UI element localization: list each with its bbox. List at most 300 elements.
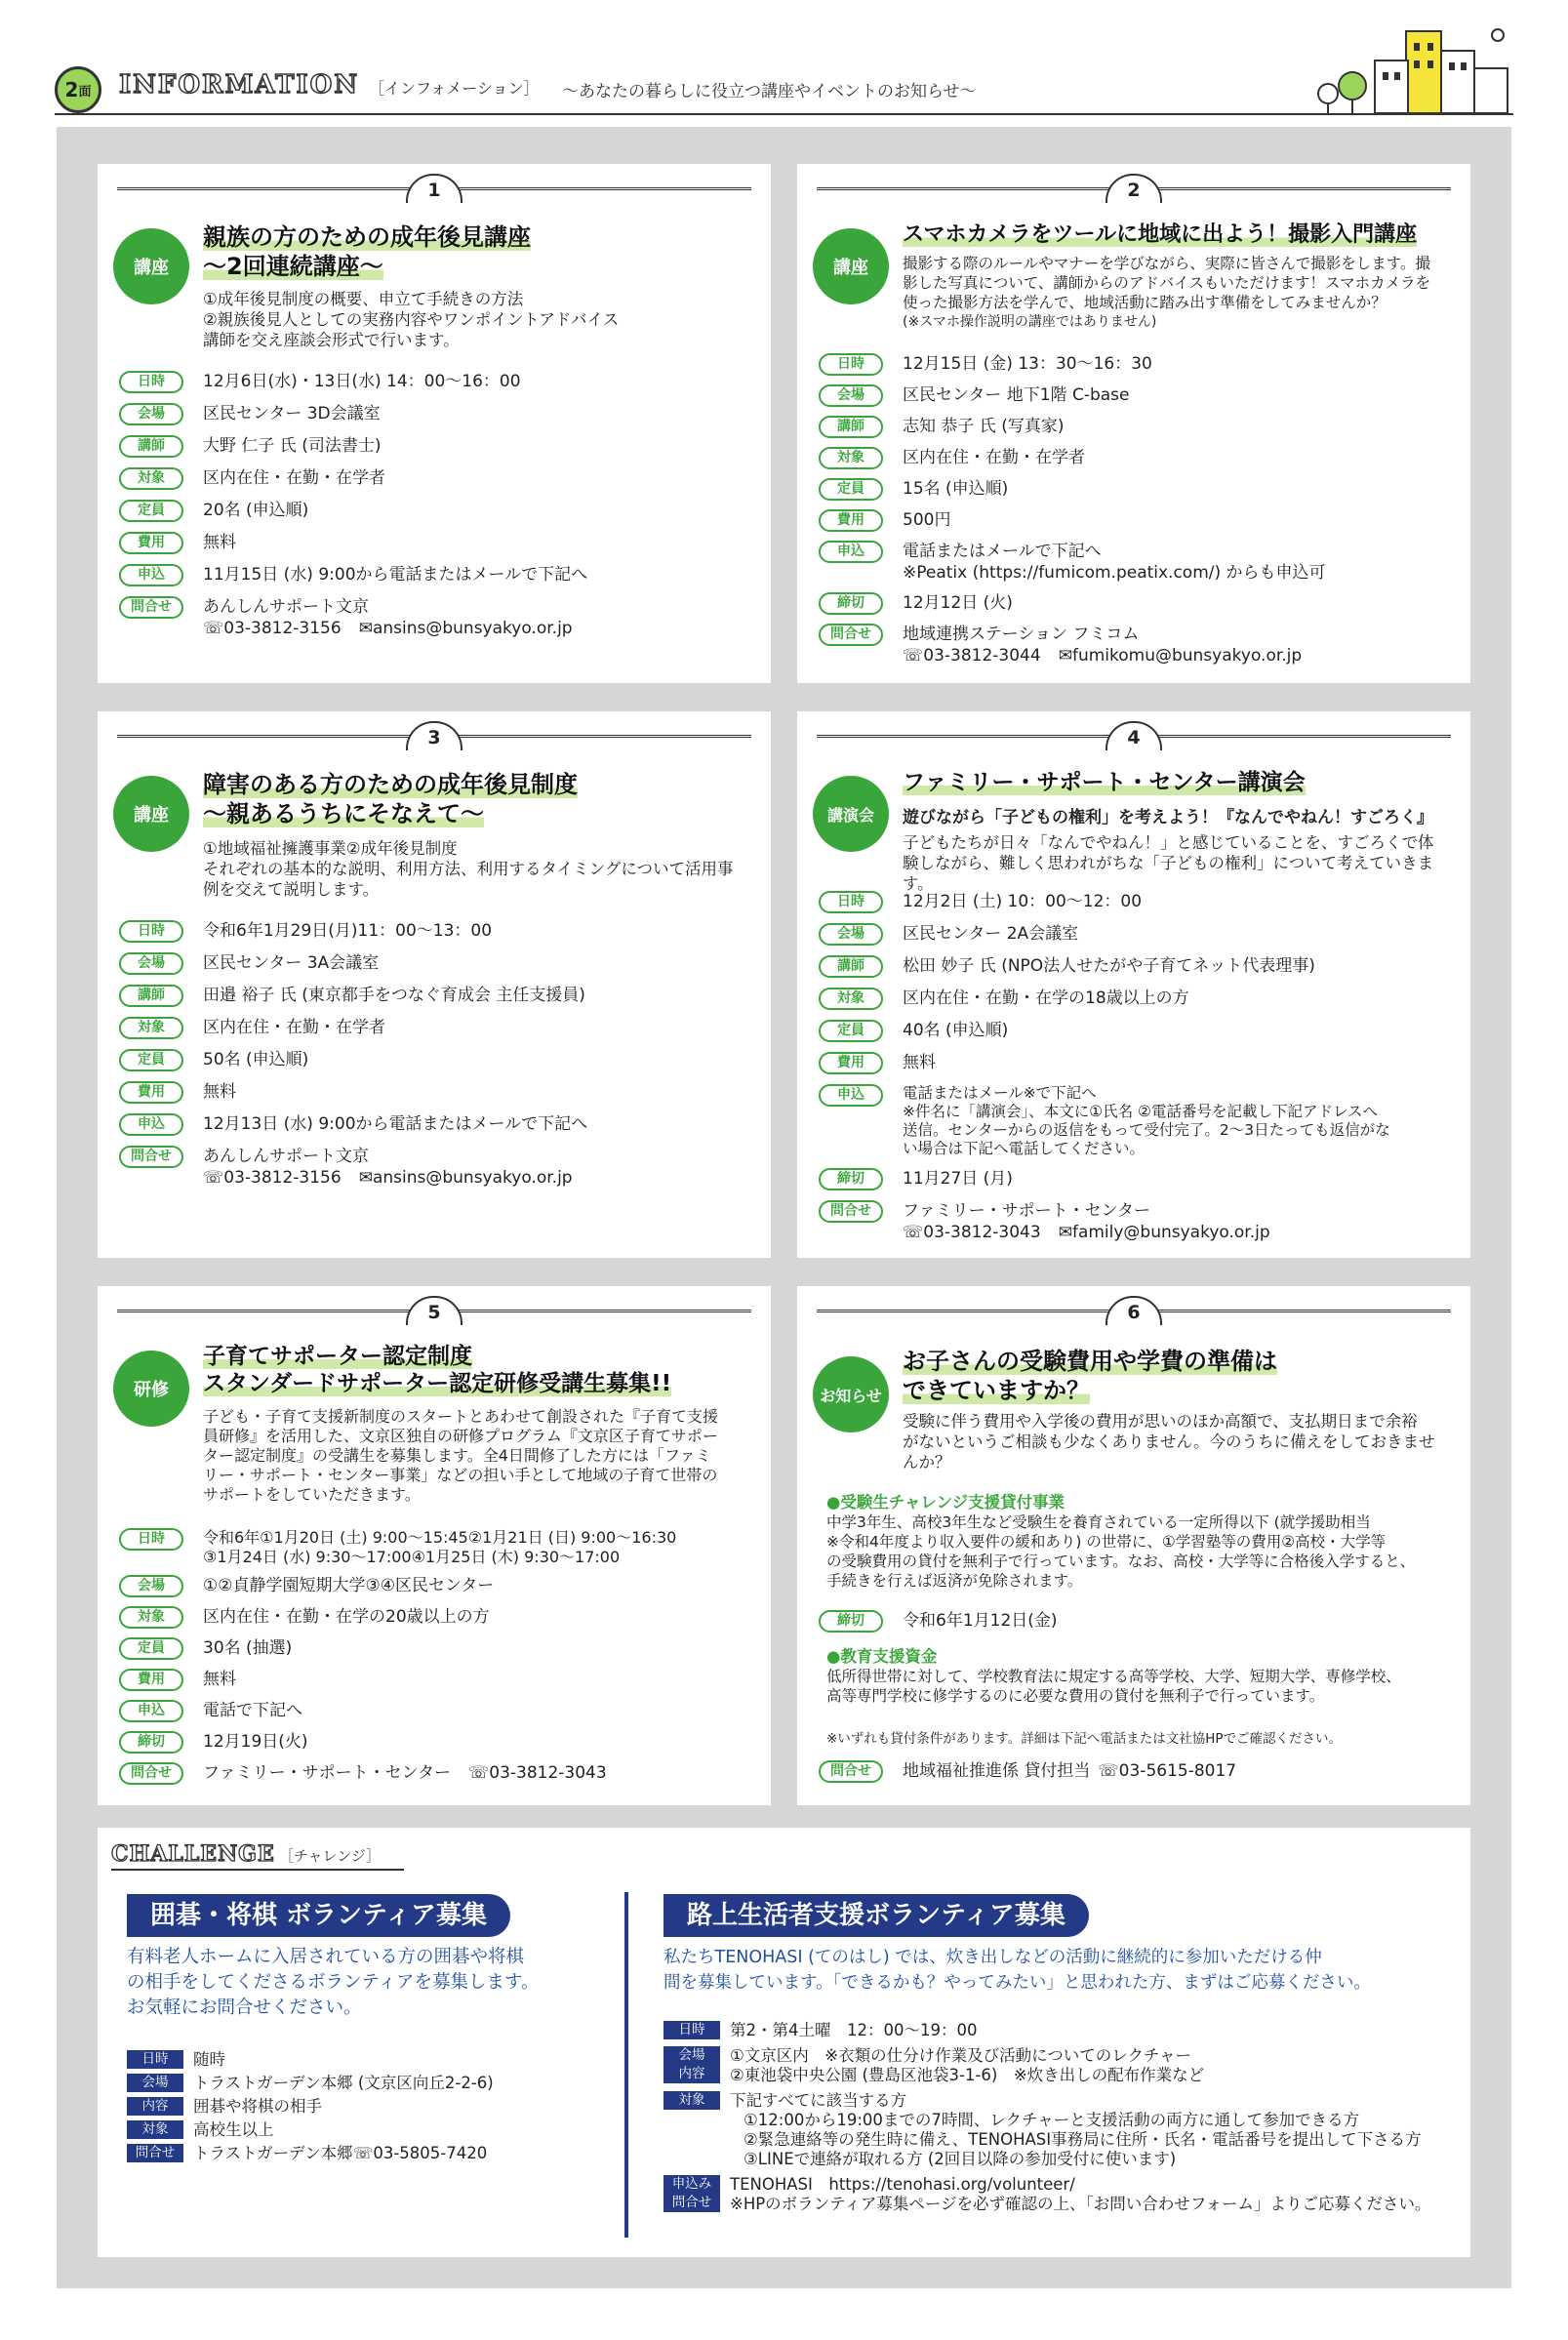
row-label: 申込: [819, 541, 883, 563]
mail-icon: ✉: [358, 1168, 373, 1188]
card-title: [203, 1343, 757, 1397]
row-line: い場合は下記へ電話してください。: [903, 1140, 1146, 1157]
loan-section-1: [826, 1493, 1457, 1591]
card-2: [797, 164, 1470, 683]
desc-line: リー・サポート・センター事業」などの担い手として地域の子育て世帯の: [203, 1466, 718, 1484]
card-number: 2: [1106, 174, 1162, 203]
contact-tel[interactable]: 03-3812-3044: [923, 646, 1041, 666]
row-value: 12月19日(火): [203, 1732, 308, 1752]
row-value: 志知 恭子 氏 (写真家): [903, 417, 1065, 436]
detail-row: [819, 1200, 1459, 1243]
card-subtitle: 遊びながら「子どもの権利」を考えよう！『なんでやねん！すごろく』: [903, 808, 1433, 827]
detail-row: [819, 384, 1459, 407]
row-label: 会場: [119, 952, 183, 975]
detail-row: [819, 478, 1459, 501]
desc-line: ①成年後見制度の概要、申立て手続きの方法: [203, 290, 524, 308]
row-value: 随時: [193, 2050, 225, 2069]
contact-email[interactable]: family@bunsyakyo.or.jp: [1071, 1223, 1270, 1242]
row-label: 対象: [119, 1606, 183, 1629]
row-label: 費用: [119, 532, 183, 554]
contact-tel[interactable]: 03-3812-3156: [223, 1168, 342, 1188]
desc-line: (※スマホ操作説明の講座ではありません): [903, 314, 1157, 330]
row-label: 講師: [819, 416, 883, 438]
detail-row: [119, 985, 759, 1007]
section-line: 中学3年生、高校3年生など受験生を養育されている一定所得以下 (就学援助相当: [826, 1513, 1371, 1531]
phone-icon: ☏: [467, 1763, 490, 1783]
phone-icon: ☏: [903, 1223, 924, 1242]
row-label: 日時: [119, 371, 183, 393]
desc-line: 受験に伴う費用や入学後の費用が思いのほか高額で、支払期日まで余裕: [903, 1412, 1418, 1431]
igo-shogi-intro: [127, 1945, 540, 2021]
detail-row: [119, 371, 759, 393]
row-label: 費用: [819, 509, 883, 532]
row-label: 問合せ: [819, 624, 883, 646]
row-line: 電話またはメール※で下記へ: [903, 1084, 1097, 1102]
row-label: 日時: [819, 891, 883, 913]
challenge-title: CHALLENGE: [111, 1841, 275, 1867]
card-number-tab: [817, 1296, 1451, 1325]
detail-row: [119, 1637, 759, 1660]
card-description: [203, 838, 757, 900]
desc-line: 撮影する際のルールやマナーを学びながら、実際に皆さんで撮影をします。撮: [903, 255, 1430, 272]
row-value: [203, 596, 759, 639]
detail-row: [127, 2050, 605, 2070]
row-line: 令和6年①1月20日 (土) 9:00～15:45②1月21日 (日) 9:00～16:30: [203, 1528, 677, 1547]
category-badge: 研修: [113, 1351, 189, 1427]
contact-tel[interactable]: 03-3812-3043: [923, 1223, 1041, 1242]
card-6: [797, 1286, 1470, 1805]
row-value: 12月2日 (土) 10：00～12：00: [903, 892, 1143, 911]
information-title: INFORMATION: [119, 70, 360, 100]
card-number-tab: [117, 174, 751, 203]
homeless-support-details: [663, 2021, 1459, 2218]
row-label: 講師: [119, 985, 183, 1007]
row-value: 30名 (抽選): [203, 1638, 293, 1658]
intro-line: の相手をしてくださるボランティアを募集します。: [127, 1972, 540, 1993]
detail-rows: [119, 371, 759, 649]
row-value: 区内在住・在勤・在学の18歳以上の方: [903, 988, 1189, 1008]
challenge-underline: [111, 1869, 404, 1871]
detail-row: [819, 955, 1459, 978]
row-label: 日時: [119, 920, 183, 943]
row-value: [203, 1528, 759, 1567]
card-title: [903, 221, 1457, 250]
detail-row: [119, 1669, 759, 1691]
card-number-tab: [817, 721, 1451, 750]
desc-line: 講師を交え座談会形式で行います。: [203, 331, 460, 349]
row-value: [903, 1200, 1459, 1243]
card-number-tab: [117, 1296, 751, 1325]
row-value: 12月13日 (水) 9:00から電話またはメールで下記へ: [203, 1114, 588, 1134]
row-label: 日時: [119, 1528, 183, 1551]
row-value: 区民センター 3D会議室: [203, 404, 381, 424]
detail-row: [819, 1610, 1459, 1633]
row-label: 定員: [119, 1049, 183, 1071]
row-label: 締切: [119, 1731, 183, 1754]
information-kana: ［インフォメーション］: [369, 79, 540, 98]
detail-row: [819, 353, 1459, 376]
row-value: [730, 2091, 1459, 2169]
desc-line: 子ども・子育て支援新制度のスタートとあわせて創設された『子育て支援: [203, 1407, 719, 1426]
section-heading: ●教育支援資金: [826, 1647, 938, 1666]
title-line: ～2回連続講座～: [203, 253, 383, 280]
mail-icon: ✉: [1058, 646, 1072, 666]
row-line: ※HPのボランティア募集ページを必ず確認の上、「お問い合わせフォーム」よりご応募ください。: [730, 2195, 1431, 2213]
row-value: 無料: [903, 1053, 936, 1072]
desc-line: 例を交えて説明します。: [203, 880, 380, 899]
row-value: 12月6日(水)・13日(水) 14：00～16：00: [203, 372, 521, 391]
desc-line: ②親族後見人としての実務内容やワンポイントアドバイス: [203, 310, 620, 329]
contact-tel[interactable]: 03-3812-3043: [489, 1763, 607, 1783]
card-description: [203, 289, 757, 350]
detail-row: [663, 2021, 1459, 2040]
row-label: 問合せ: [819, 1760, 883, 1783]
row-value: 区民センター 3A会議室: [203, 953, 380, 973]
row-value: 11月27日 (月): [903, 1169, 1013, 1189]
detail-row: [819, 988, 1459, 1010]
detail-row: [119, 596, 759, 639]
header-subtitle: ～あなたの暮らしに役立つ講座やイベントのお知らせ～: [562, 82, 977, 101]
category-badge: 講演会: [813, 776, 889, 852]
detail-row: [819, 509, 1459, 532]
row-label: 会場: [819, 384, 883, 407]
detail-row: [119, 1575, 759, 1597]
title-line: できていますか？: [903, 1377, 1090, 1404]
row-label: 申込: [119, 1700, 183, 1722]
card-title: [903, 1347, 1457, 1405]
section-line: 高等専門学校に修学するのに必要な費用の貸付を無利子で行っています。: [826, 1687, 1325, 1705]
detail-row: [119, 403, 759, 425]
desc-line: 員研修』を活用した、文京区独自の研修プログラム『文京区子育てサポー: [203, 1427, 718, 1445]
row-value: 12月12日 (火): [903, 593, 1013, 613]
detail-row: [119, 1017, 759, 1039]
row-label: 締切: [819, 1168, 883, 1190]
row-line: ③1月24日 (水) 9:30～17:00④1月25日 (木) 9:30～17:00: [203, 1548, 621, 1566]
tenohasi-url[interactable]: TENOHASI https://tenohasi.org/volunteer/: [730, 2175, 1075, 2194]
section-line: の受験費用の貸付を無利子で行っています。なお、高校・大学等に合格後入学すると、: [826, 1553, 1416, 1570]
row-label: 定員: [819, 478, 883, 501]
row-value: 電話で下記へ: [203, 1701, 302, 1720]
category-badge: お知らせ: [813, 1356, 889, 1432]
contact-name: あんしんサポート文京: [203, 1147, 369, 1166]
row-value: 50名 (申込順): [203, 1050, 309, 1069]
detail-row: [819, 1052, 1459, 1074]
row-label: 定員: [819, 1020, 883, 1042]
row-value: トラストガーデン本郷 (文京区向丘2-2-6): [193, 2074, 494, 2092]
card-number-tab: [117, 721, 751, 750]
row-label: 対象: [127, 2120, 183, 2139]
detail-row: [819, 891, 1459, 913]
title-line: ～親あるうちにそなえて～: [203, 800, 484, 827]
row-label: 締切: [819, 592, 883, 615]
row-value: 区民センター 地下1階 C-base: [903, 385, 1130, 405]
phone-icon: ☏: [203, 1168, 224, 1188]
loan-note: ※いずれも貸付条件があります。詳細は下記へ電話または文社協HPでご確認ください。: [826, 1731, 1343, 1747]
detail-rows: [119, 1528, 759, 1795]
card-4: [797, 711, 1470, 1258]
contact-email[interactable]: ansins@bunsyakyo.or.jp: [372, 1168, 573, 1188]
contact-tel[interactable]: 03-3812-3156: [223, 619, 342, 638]
desc-line: がないというご相談も少なくありません。今のうちに備えをしておきませ: [903, 1432, 1435, 1451]
row-label: 会場: [127, 2074, 183, 2092]
card-number: 6: [1106, 1296, 1162, 1325]
row-line: 下記すべてに該当する方: [730, 2091, 907, 2110]
row-label: 定員: [119, 500, 183, 522]
contact-email[interactable]: fumikomu@bunsyakyo.or.jp: [1071, 646, 1303, 666]
page-number: 2: [64, 78, 79, 101]
detail-row: [119, 1762, 759, 1785]
desc-line: それぞれの基本的な説明、利用方法、利用するタイミングについて活用事: [203, 860, 734, 878]
row-line: ①文京区内 ※衣類の仕分け作業及び活動についてのレクチャー: [730, 2046, 1191, 2065]
row-value: [903, 624, 1459, 666]
row-value: 松田 妙子 氏 (NPO法人せたがや子育てネット代表理事): [903, 956, 1315, 976]
row-label: 申込み 問合せ: [663, 2175, 720, 2212]
phone-icon: ☏: [1098, 1761, 1119, 1781]
card-number-tab: [817, 174, 1451, 203]
detail-row: [119, 1528, 759, 1567]
phone-icon: ☏: [903, 646, 924, 666]
row-value: 第2・第4土曜 12：00～19：00: [730, 2021, 978, 2039]
category-badge: 講座: [113, 228, 189, 304]
detail-row: [819, 1168, 1459, 1190]
section-heading: ●受験生チャレンジ支援貸付事業: [826, 1493, 1065, 1512]
row-line: ②東池袋中央公園 (豊島区池袋3-1-6) ※炊き出しの配布作業など: [730, 2066, 1205, 2084]
row-label: 申込: [119, 564, 183, 586]
detail-row: [819, 416, 1459, 438]
detail-row: [819, 541, 1459, 584]
row-label: 問合せ: [119, 596, 183, 619]
contact-name: トラストガーデン本郷: [193, 2144, 353, 2162]
row-label: 講師: [119, 435, 183, 458]
detail-row: [127, 2120, 605, 2140]
detail-rows: [819, 353, 1459, 676]
row-label: 会場: [819, 923, 883, 946]
card-1: [98, 164, 771, 683]
row-value: 囲碁や将棋の相手: [193, 2097, 322, 2116]
card-number: 4: [1106, 721, 1162, 750]
detail-row: [663, 2046, 1459, 2085]
row-label: 対象: [119, 1017, 183, 1039]
category-badge: 講座: [113, 776, 189, 852]
desc-line: 影した写真について、講師からのアドバイスもいただけます！スマホカメラを: [903, 274, 1431, 292]
row-value: 高校生以上: [193, 2120, 274, 2139]
row-label: 会場: [119, 1575, 183, 1597]
detail-rows: [819, 891, 1459, 1253]
row-label: 日時: [819, 353, 883, 376]
page-number-badge: [55, 66, 101, 113]
detail-row: [119, 1731, 759, 1754]
row-value: [903, 1084, 1459, 1158]
row-value: [193, 2144, 605, 2163]
loan-section-2: [826, 1647, 1457, 1706]
challenge-divider: [624, 1892, 628, 2238]
detail-row: [819, 1084, 1459, 1158]
phone-icon: ☏: [352, 2144, 374, 2162]
card-description: [903, 254, 1457, 332]
card-title: [903, 768, 1457, 797]
intro-line: 有料老人ホームに入居されている方の囲碁や将棋: [127, 1947, 525, 1967]
intro-line: 私たちTENOHASI (てのはし) では、炊き出しなどの活動に継続的に参加いただける仲: [663, 1948, 1322, 1967]
mail-icon: ✉: [358, 619, 373, 638]
section-line: ※令和4年度より収入要件の緩和あり) の世帯に、①学習塾等の費用②高校・大学等: [826, 1533, 1387, 1551]
desc-line: ター認定制度』の受講生を募集します。全4日間修了した方には「ファミ: [203, 1446, 711, 1465]
contact-name: あんしんサポート文京: [203, 597, 369, 617]
card-number: 1: [406, 174, 462, 203]
city-skyline-icon: [1299, 21, 1513, 115]
card-number: 3: [406, 721, 462, 750]
card-title: [203, 770, 757, 828]
row-label: 問合せ: [119, 1762, 183, 1785]
row-value: [203, 1762, 759, 1784]
row-line: ①12:00から19:00までの7時間、レクチャーと支援活動の両方に通して参加できる方: [744, 2111, 1360, 2129]
row-value: [903, 541, 1459, 584]
intro-line: 間を募集しています。「できるかも？やってみたい」と思われた方、まずはご応募ください。: [663, 1973, 1371, 1993]
row-value: 区内在住・在勤・在学の20歳以上の方: [203, 1607, 490, 1627]
row-label: 対象: [819, 447, 883, 469]
detail-rows: [119, 920, 759, 1198]
detail-row: [119, 532, 759, 554]
row-label: 対象: [819, 988, 883, 1010]
phone-icon: ☏: [203, 619, 224, 638]
row-value: [730, 2175, 1459, 2214]
row-value: 無料: [203, 1082, 236, 1102]
row-label: 問合せ: [127, 2144, 183, 2162]
row-line: ②緊急連絡等の発生時に備え、TENOHASI事務局に住所・氏名・電話番号を提出して下さる方: [744, 2130, 1422, 2149]
card-description: [903, 832, 1457, 894]
row-value: 区内在住・在勤・在学者: [203, 1018, 385, 1037]
row-value: 区内在住・在勤・在学者: [203, 468, 385, 488]
detail-row: [127, 2144, 605, 2163]
row-value: [730, 2046, 1459, 2085]
row-label: 費用: [119, 1081, 183, 1104]
detail-row: [119, 564, 759, 586]
detail-row: [119, 1606, 759, 1629]
row-label: 内容: [127, 2097, 183, 2116]
detail-row: [119, 1146, 759, 1189]
title-line: スタンダードサポーター認定研修受講生募集!!: [203, 1371, 672, 1396]
category-badge: 講座: [813, 228, 889, 304]
row-label: 会場 内容: [663, 2046, 720, 2083]
row-label: 日時: [127, 2050, 183, 2069]
card-description: [903, 1411, 1457, 1473]
mail-icon: ✉: [1058, 1223, 1072, 1242]
row-value: [203, 1146, 759, 1189]
row-value: 無料: [203, 1670, 236, 1689]
detail-row: [119, 1049, 759, 1071]
row-value: 大野 仁子 氏 (司法書士): [203, 436, 382, 456]
title-line: 障害のある方のための成年後見制度: [203, 771, 578, 798]
intro-line: お気軽にお問合せください。: [127, 1997, 362, 2018]
row-line: ③LINEで連絡が取れる方 (2回目以降の参加受付に使います): [744, 2150, 1177, 2168]
contact-tel[interactable]: 03-5805-7420: [373, 2144, 488, 2162]
title-line: 親族の方のための成年後見講座: [203, 223, 531, 251]
detail-row: [119, 467, 759, 490]
contact-email[interactable]: ansins@bunsyakyo.or.jp: [372, 619, 573, 638]
row-label: 申込: [119, 1113, 183, 1136]
igo-shogi-heading: 囲碁・将棋 ボランティア募集: [127, 1894, 510, 1937]
contact-row: [819, 1760, 1459, 1793]
card-title: [203, 222, 757, 281]
detail-row: [663, 2175, 1459, 2214]
row-value: 令和6年1月12日(金): [903, 1611, 1058, 1631]
detail-row: [127, 2097, 605, 2117]
row-label: 費用: [119, 1669, 183, 1691]
desc-line: サポートをしていただきます。: [203, 1485, 421, 1504]
row-label: 日時: [663, 2021, 720, 2039]
row-line: ※Peatix (https://fumicom.peatix.com/) からも申込可: [903, 563, 1326, 583]
contact-tel[interactable]: 03-5615-8017: [1118, 1761, 1237, 1781]
row-line: 電話またはメールで下記へ: [903, 542, 1102, 561]
row-value: 20名 (申込順): [203, 501, 309, 520]
detail-row: [819, 923, 1459, 946]
desc-line: んか？: [903, 1453, 951, 1472]
detail-row: [819, 447, 1459, 469]
section-line: 低所得世帯に対して、学校教育法に規定する高等学校、大学、短期大学、専修学校、: [826, 1668, 1401, 1685]
desc-line: 験しながら、難しく思われがちな「子どもの権利」について考えていきます。: [903, 854, 1434, 893]
card-description: [203, 1407, 757, 1505]
page-header: [55, 61, 1513, 115]
detail-row: [119, 435, 759, 458]
homeless-support-intro: [663, 1945, 1371, 1996]
row-value: 15名 (申込順): [903, 479, 1009, 499]
title-line: お子さんの受験費用や学費の準備は: [903, 1348, 1277, 1375]
row-label: 定員: [119, 1637, 183, 1660]
title-line: ファミリー・サポート・センター講演会: [903, 770, 1306, 795]
detail-row: [127, 2074, 605, 2093]
desc-line: 使った撮影方法を学んで、地域活動に踏み出す準備をしてみませんか？: [903, 294, 1387, 311]
row-value: 500円: [903, 510, 951, 530]
detail-row: [819, 1760, 1459, 1783]
card-5: [98, 1286, 771, 1805]
title-line: スマホカメラをツールに地域に出よう！撮影入門講座: [903, 222, 1418, 247]
row-line: ※件名に「講演会」、本文に①氏名 ②電話番号を記載し下記アドレスへ: [903, 1103, 1378, 1120]
detail-row: [663, 2091, 1459, 2169]
detail-row: [119, 500, 759, 522]
detail-row: [119, 952, 759, 975]
contact-name: ファミリー・サポート・センター: [203, 1763, 451, 1783]
section-line: 手続きを行えば返済が免除されます。: [826, 1572, 1083, 1590]
row-value: 令和6年1月29日(月)11：00～13：00: [203, 921, 493, 941]
row-label: 対象: [663, 2091, 720, 2110]
row-label: 会場: [119, 403, 183, 425]
card-number: 5: [406, 1296, 462, 1325]
detail-row: [119, 1700, 759, 1722]
row-label: 講師: [819, 955, 883, 978]
detail-row: [819, 592, 1459, 615]
row-label: 締切: [819, 1610, 883, 1633]
row-value: 区内在住・在勤・在学者: [903, 448, 1085, 467]
contact-name: 地域福祉推進係 貸付担当: [903, 1761, 1091, 1781]
detail-row: [819, 624, 1459, 666]
desc-line: 子どもたちが日々「なんでやねん！」と感じていることを、すごろくで体: [903, 833, 1434, 852]
contact-name: 地域連携ステーション フミコム: [903, 625, 1140, 644]
row-label: 申込: [819, 1084, 883, 1107]
row-label: 対象: [119, 467, 183, 490]
row-value: [903, 1760, 1459, 1782]
page-unit: 面: [78, 84, 92, 100]
homeless-support-heading: 路上生活者支援ボランティア募集: [663, 1894, 1089, 1937]
row-value: 12月15日 (金) 13：30～16：30: [903, 354, 1152, 374]
row-value: ①②貞静学園短期大学③④区民センター: [203, 1576, 495, 1595]
challenge-kana: ［チャレンジ］: [279, 1847, 381, 1865]
row-line: 送信。センターからの返信をもって受付完了。2～3日たっても返信がな: [903, 1121, 1390, 1139]
challenge-section: [98, 1828, 1470, 2257]
row-value: 田邉 裕子 氏 (東京都手をつなぐ育成会 主任支援員): [203, 986, 585, 1005]
igo-shogi-details: [127, 2050, 605, 2167]
row-value: 11月15日 (水) 9:00から電話またはメールで下記へ: [203, 565, 588, 585]
card-3: [98, 711, 771, 1258]
row-label: 問合せ: [819, 1200, 883, 1223]
